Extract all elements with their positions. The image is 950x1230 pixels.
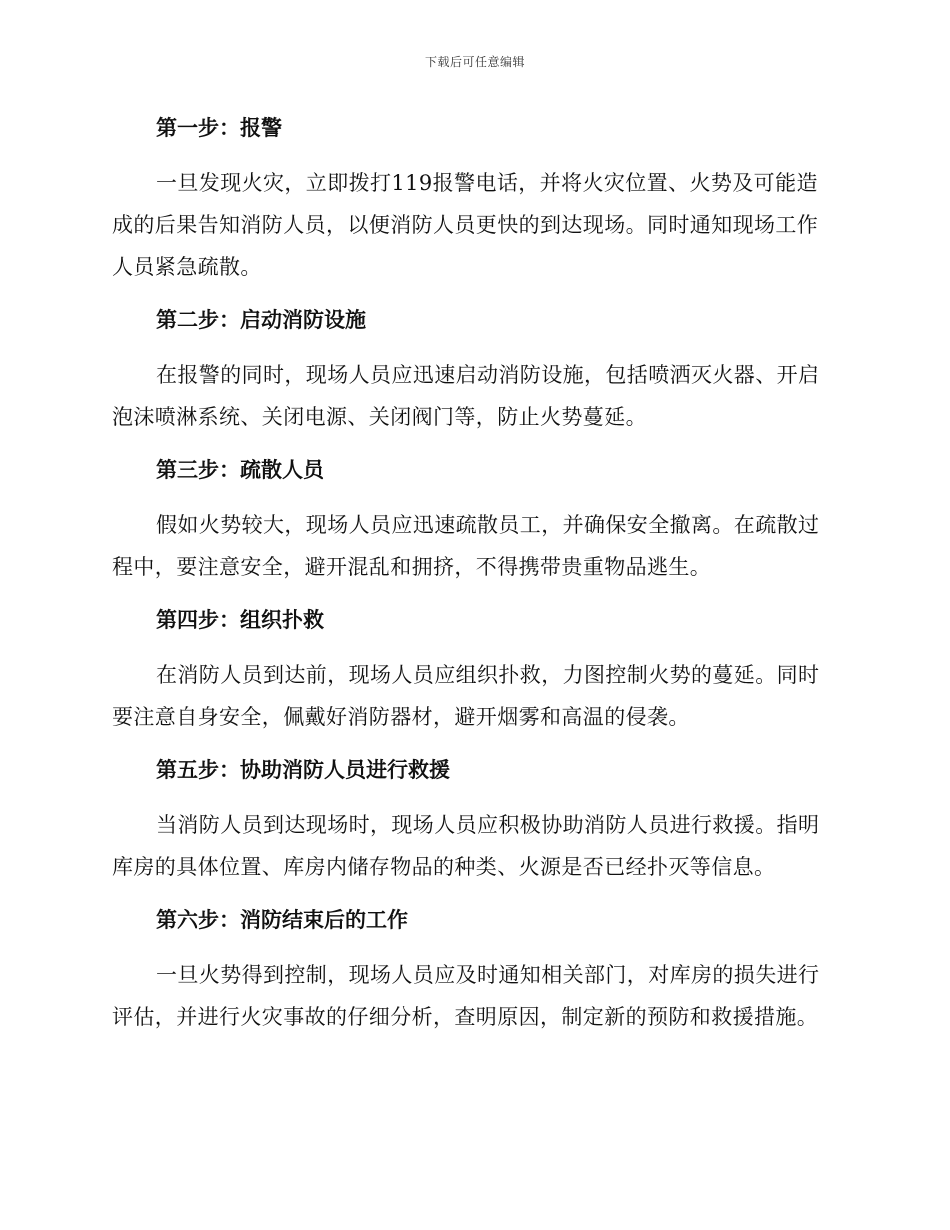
section-5 xyxy=(112,750,834,900)
section-heading: 第一步：报警 xyxy=(156,115,282,140)
document-body xyxy=(112,108,834,1038)
section-6 xyxy=(112,900,834,1038)
section-paragraph: 一旦火势得到控制，现场人员应及时通知相关部门，对库房的损失进行评估，并进行火灾事故的仔细分析，查明原因，制定新的预防和救援措施。 xyxy=(112,963,820,1029)
section-2 xyxy=(112,300,834,450)
section-paragraph: 假如火势较大，现场人员应迅速疏散员工，并确保安全撤离。在疏散过程中，要注意安全，避开混乱和拥挤，不得携带贵重物品逃生。 xyxy=(112,513,820,579)
section-heading: 第五步：协助消防人员进行救援 xyxy=(156,757,450,782)
section-4 xyxy=(112,600,834,750)
page-header: 下载后可任意编辑 xyxy=(424,55,525,69)
section-1 xyxy=(112,108,834,300)
section-paragraph: 当消防人员到达现场时，现场人员应积极协助消防人员进行救援。指明库房的具体位置、库房内储存物品的种类、火源是否已经扑灭等信息。 xyxy=(112,813,820,879)
section-3 xyxy=(112,450,834,600)
section-heading: 第二步：启动消防设施 xyxy=(156,307,366,332)
section-heading: 第三步：疏散人员 xyxy=(156,457,324,482)
section-paragraph: 在消防人员到达前，现场人员应组织扑救，力图控制火势的蔓延。同时要注意自身安全，佩戴好消防器材，避开烟雾和高温的侵袭。 xyxy=(112,663,820,729)
section-heading: 第六步：消防结束后的工作 xyxy=(156,907,408,932)
section-heading: 第四步：组织扑救 xyxy=(156,607,324,632)
section-paragraph: 一旦发现火灾，立即拨打119报警电话，并将火灾位置、火势及可能造成的后果告知消防人员，以便消防人员更快的到达现场。同时通知现场工作人员紧急疏散。 xyxy=(112,171,819,279)
section-paragraph: 在报警的同时，现场人员应迅速启动消防设施，包括喷洒灭火器、开启泡沫喷淋系统、关闭电源、关闭阀门等，防止火势蔓延。 xyxy=(112,363,820,429)
